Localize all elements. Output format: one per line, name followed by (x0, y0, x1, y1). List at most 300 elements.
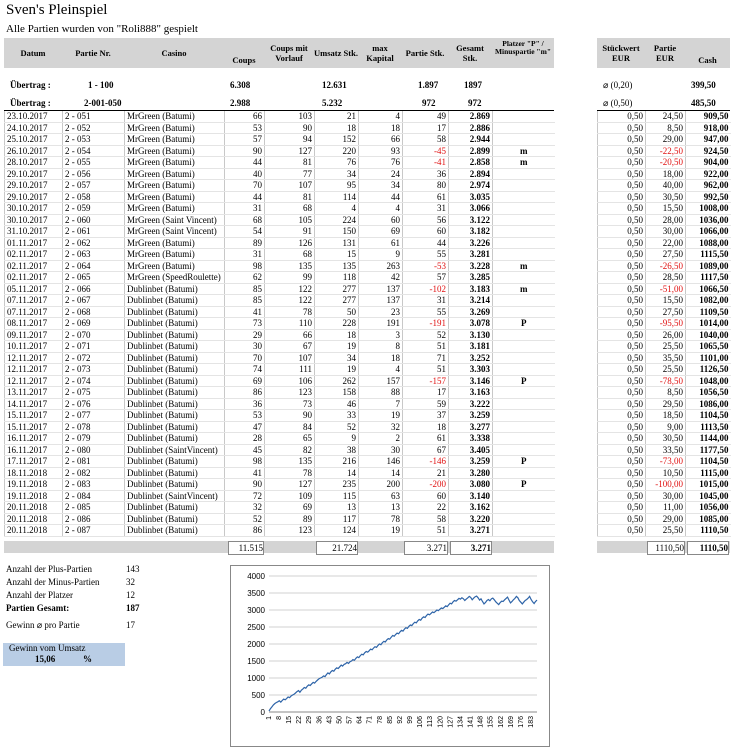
platzer-cell (493, 237, 555, 249)
gesamt-stk-cell: 3.066 (449, 203, 493, 215)
platzer-cell (493, 364, 555, 376)
cash-cell: 992,50 (686, 191, 731, 203)
y-tick-label: 1500 (247, 657, 265, 666)
gesamt-stk-cell: 3.405 (449, 444, 493, 456)
platzer-cell (493, 421, 555, 433)
partie-stk-cell: 22 (403, 502, 449, 514)
coups-vorlauf-cell: 106 (265, 375, 315, 387)
max-kapital-cell: 9 (359, 249, 403, 261)
partie-stk-cell: 36 (403, 168, 449, 180)
date-cell: 09.11.2017 (5, 329, 63, 341)
partie-eur-cell: -26,50 (646, 260, 686, 272)
table-row (5, 341, 555, 353)
partie-stk-cell: -200 (403, 479, 449, 491)
cash-row (598, 479, 731, 491)
x-tick-label: 8 (275, 716, 283, 720)
coups-cell: 90 (225, 479, 265, 491)
partie-stk-cell: 51 (403, 525, 449, 537)
date-cell: 12.11.2017 (5, 375, 63, 387)
chart-svg (231, 566, 549, 746)
umsatz-cell: 13 (315, 502, 359, 514)
partie-nr-cell: 2 - 084 (63, 490, 125, 502)
coups-cell: 32 (225, 502, 265, 514)
y-tick-label: 3000 (247, 606, 265, 615)
casino-cell: MrGreen (Batumi) (125, 168, 225, 180)
umsatz-cell: 95 (315, 180, 359, 192)
partie-nr-cell: 2 - 058 (63, 191, 125, 203)
header-stueckwert: Stückwert EUR (602, 43, 640, 63)
casino-cell: MrGreen (Batumi) (125, 111, 225, 122)
max-kapital-cell: 146 (359, 456, 403, 468)
partie-stk-cell: 80 (403, 180, 449, 192)
stueckwert-cell: 0,50 (598, 318, 646, 330)
header-max-kapital: max Kapital (366, 43, 394, 63)
table-row (5, 295, 555, 307)
cash-row (598, 364, 731, 376)
uebertrag-partie: 972 (422, 98, 436, 108)
max-kapital-cell: 8 (359, 341, 403, 353)
header-cash: Cash (698, 55, 717, 65)
partie-eur-cell: 30,50 (646, 191, 686, 203)
platzer-cell (493, 272, 555, 284)
coups-vorlauf-cell: 122 (265, 295, 315, 307)
gesamt-stk-cell: 3.259 (449, 410, 493, 422)
stat-minus-label: Anzahl der Minus-Partien (6, 577, 100, 587)
date-cell: 28.10.2017 (5, 157, 63, 169)
cash-cell: 924,50 (686, 145, 731, 157)
cash-cell: 1045,00 (686, 490, 731, 502)
max-kapital-cell: 137 (359, 283, 403, 295)
coups-vorlauf-cell: 94 (265, 134, 315, 146)
date-cell: 29.10.2017 (5, 180, 63, 192)
stueckwert-cell: 0,50 (598, 479, 646, 491)
uebertrag-umsatz: 12.631 (322, 80, 347, 90)
coups-vorlauf-cell: 78 (265, 467, 315, 479)
coups-vorlauf-cell: 111 (265, 364, 315, 376)
header-datum: Datum (20, 48, 46, 58)
coups-vorlauf-cell: 127 (265, 479, 315, 491)
cash-row (598, 502, 731, 514)
date-cell: 17.11.2017 (5, 456, 63, 468)
cash-cell: 1144,00 (686, 433, 731, 445)
coups-vorlauf-cell: 122 (265, 283, 315, 295)
partie-stk-cell: 44 (403, 237, 449, 249)
partie-stk-cell: -45 (403, 145, 449, 157)
table-row (5, 375, 555, 387)
coups-cell: 62 (225, 272, 265, 284)
cash-cell: 1086,00 (686, 398, 731, 410)
date-cell: 26.10.2017 (5, 145, 63, 157)
max-kapital-cell: 32 (359, 421, 403, 433)
cash-cell: 1177,50 (686, 444, 731, 456)
max-kapital-cell: 60 (359, 214, 403, 226)
stueckwert-cell: 0,50 (598, 226, 646, 238)
total-cash: 1110,50 (687, 541, 729, 555)
casino-cell: Dublinbet (Batumi) (125, 456, 225, 468)
casino-cell: Dublinbet (Batumi) (125, 502, 225, 514)
cash-row (598, 283, 731, 295)
x-tick-label: 176 (517, 716, 525, 728)
x-tick-label: 64 (356, 716, 364, 724)
table-row (5, 203, 555, 215)
table-row (5, 283, 555, 295)
partie-stk-cell: 58 (403, 513, 449, 525)
partie-eur-cell: 29,00 (646, 134, 686, 146)
stueckwert-cell: 0,50 (598, 490, 646, 502)
platzer-cell: m (493, 157, 555, 169)
coups-vorlauf-cell: 82 (265, 444, 315, 456)
platzer-cell (493, 214, 555, 226)
coups-cell: 72 (225, 490, 265, 502)
partie-nr-cell: 2 - 060 (63, 214, 125, 226)
uebertrag-gesamt: 1897 (464, 80, 482, 90)
stueckwert-cell: 0,50 (598, 364, 646, 376)
x-tick-label: 92 (396, 716, 404, 724)
stueckwert-cell: 0,50 (598, 444, 646, 456)
x-tick-label: 57 (346, 716, 354, 724)
partie-nr-cell: 2 - 074 (63, 375, 125, 387)
y-tick-label: 4000 (247, 572, 265, 581)
umsatz-cell: 15 (315, 249, 359, 261)
cash-row (598, 203, 731, 215)
max-kapital-cell: 200 (359, 479, 403, 491)
cash-cell: 1036,00 (686, 214, 731, 226)
date-cell: 05.11.2017 (5, 283, 63, 295)
gesamt-stk-cell: 3.035 (449, 191, 493, 203)
partie-nr-cell: 2 - 078 (63, 421, 125, 433)
max-kapital-cell: 34 (359, 180, 403, 192)
platzer-cell (493, 467, 555, 479)
uebertrag-stueckwert: ⌀ (0,50) (603, 98, 633, 108)
cash-row (598, 168, 731, 180)
gesamt-stk-cell: 3.259 (449, 456, 493, 468)
coups-vorlauf-cell: 107 (265, 180, 315, 192)
coups-vorlauf-cell: 66 (265, 329, 315, 341)
casino-cell: Dublinbet (Batumi) (125, 513, 225, 525)
cash-row (598, 237, 731, 249)
partie-stk-cell: -41 (403, 157, 449, 169)
coups-cell: 31 (225, 203, 265, 215)
table-row (5, 111, 555, 122)
casino-cell: Dublinbet (SaintVincent) (125, 490, 225, 502)
umsatz-cell: 277 (315, 283, 359, 295)
gewinn-umsatz-label: Gewinn vom Umsatz (9, 643, 86, 653)
coups-cell: 41 (225, 306, 265, 318)
partie-nr-cell: 2 - 062 (63, 237, 125, 249)
cash-row (598, 398, 731, 410)
partie-stk-cell: 57 (403, 272, 449, 284)
partie-nr-cell: 2 - 052 (63, 122, 125, 134)
partie-nr-cell: 2 - 080 (63, 444, 125, 456)
cash-cell: 1056,00 (686, 502, 731, 514)
max-kapital-cell: 63 (359, 490, 403, 502)
max-kapital-cell: 24 (359, 168, 403, 180)
x-tick-label: 43 (326, 716, 334, 724)
date-cell: 12.11.2017 (5, 364, 63, 376)
stat-minus (6, 576, 146, 589)
coups-cell: 70 (225, 180, 265, 192)
partie-stk-cell: 31 (403, 203, 449, 215)
coups-vorlauf-cell: 68 (265, 249, 315, 261)
partie-nr-cell: 2 - 086 (63, 513, 125, 525)
gesamt-stk-cell: 3.214 (449, 295, 493, 307)
casino-cell: MrGreen (Batumi) (125, 145, 225, 157)
platzer-cell (493, 226, 555, 238)
coups-cell: 89 (225, 237, 265, 249)
cash-row (598, 387, 731, 399)
coups-vorlauf-cell: 123 (265, 387, 315, 399)
uebertrag-coups: 6.308 (230, 80, 251, 90)
coups-vorlauf-cell: 109 (265, 490, 315, 502)
cash-row (598, 375, 731, 387)
coups-vorlauf-cell: 90 (265, 410, 315, 422)
coups-cell: 44 (225, 191, 265, 203)
table-row (5, 467, 555, 479)
max-kapital-cell: 4 (359, 111, 403, 122)
coups-cell: 53 (225, 410, 265, 422)
casino-cell: Dublinbet (Batumi) (125, 364, 225, 376)
stat-gewinn (6, 619, 146, 632)
partie-stk-cell: 58 (403, 134, 449, 146)
casino-cell: Dublinbet (SaintVincent) (125, 444, 225, 456)
partie-nr-cell: 2 - 066 (63, 283, 125, 295)
casino-cell: Dublinbet (Batumi) (125, 283, 225, 295)
date-cell: 18.11.2018 (5, 467, 63, 479)
partie-nr-cell: 2 - 077 (63, 410, 125, 422)
stat-gesamt-value: 187 (126, 603, 140, 613)
gesamt-stk-cell: 3.338 (449, 433, 493, 445)
coups-cell: 45 (225, 444, 265, 456)
partie-eur-cell: 8,50 (646, 387, 686, 399)
table-row (5, 122, 555, 134)
coups-vorlauf-cell: 68 (265, 203, 315, 215)
table-row (5, 168, 555, 180)
cash-row (598, 329, 731, 341)
coups-vorlauf-cell: 126 (265, 237, 315, 249)
casino-cell: Dublinbet (Batumi) (125, 410, 225, 422)
table-row (5, 490, 555, 502)
partie-stk-cell: 49 (403, 111, 449, 122)
umsatz-cell: 124 (315, 525, 359, 537)
gesamt-stk-cell: 3.146 (449, 375, 493, 387)
partie-stk-cell: 56 (403, 214, 449, 226)
max-kapital-cell: 4 (359, 364, 403, 376)
casino-cell: Dublinbet (Batumi) (125, 341, 225, 353)
partie-nr-cell: 2 - 061 (63, 226, 125, 238)
platzer-cell (493, 168, 555, 180)
partie-stk-cell: 18 (403, 421, 449, 433)
coups-cell: 53 (225, 122, 265, 134)
gesamt-stk-cell: 2.869 (449, 111, 493, 122)
coups-vorlauf-cell: 127 (265, 145, 315, 157)
cash-row (598, 191, 731, 203)
table-row (5, 387, 555, 399)
partie-nr-cell: 2 - 085 (63, 502, 125, 514)
table-row (5, 318, 555, 330)
max-kapital-cell: 44 (359, 191, 403, 203)
table-row (5, 237, 555, 249)
stat-platzer (6, 589, 146, 602)
stueckwert-cell: 0,50 (598, 456, 646, 468)
umsatz-cell: 216 (315, 456, 359, 468)
date-cell: 24.10.2017 (5, 122, 63, 134)
stueckwert-cell: 0,50 (598, 398, 646, 410)
stueckwert-cell: 0,50 (598, 502, 646, 514)
casino-cell: MrGreen (Batumi) (125, 180, 225, 192)
uebertrag-label: Übertrag : (10, 80, 51, 90)
x-tick-label: 15 (286, 716, 294, 724)
table-row (5, 352, 555, 364)
partie-eur-cell: -78,50 (646, 375, 686, 387)
header-partie-eur: Partie EUR (653, 43, 677, 63)
casino-cell: Dublinbet (Batumi) (125, 295, 225, 307)
page-subtitle: Alle Partien wurden von "Roli888" gespielt (6, 23, 198, 35)
x-tick-label: 134 (457, 716, 465, 728)
table-row (5, 479, 555, 491)
partie-eur-cell: -100,00 (646, 479, 686, 491)
gesamt-stk-cell: 3.181 (449, 341, 493, 353)
coups-cell: 29 (225, 329, 265, 341)
partie-stk-cell: -157 (403, 375, 449, 387)
casino-cell: Dublinbet (Batumi) (125, 467, 225, 479)
table-row (5, 513, 555, 525)
casino-cell: Dublinbet (Batumi) (125, 375, 225, 387)
cash-cell: 1104,50 (686, 410, 731, 422)
partie-nr-cell: 2 - 071 (63, 341, 125, 353)
casino-cell: Dublinbet (Batumi) (125, 306, 225, 318)
platzer-cell (493, 249, 555, 261)
date-cell: 02.11.2017 (5, 272, 63, 284)
stueckwert-cell: 0,50 (598, 329, 646, 341)
umsatz-cell: 34 (315, 352, 359, 364)
max-kapital-cell: 42 (359, 272, 403, 284)
cash-row (598, 260, 731, 272)
cash-row (598, 410, 731, 422)
partie-stk-cell: 67 (403, 444, 449, 456)
coups-cell: 36 (225, 398, 265, 410)
gesamt-stk-cell: 3.303 (449, 364, 493, 376)
platzer-cell (493, 444, 555, 456)
stueckwert-cell: 0,50 (598, 375, 646, 387)
umsatz-cell: 34 (315, 168, 359, 180)
uebertrag-range: 2-001-050 (84, 98, 122, 108)
partie-eur-cell: 15,50 (646, 203, 686, 215)
stueckwert-cell: 0,50 (598, 387, 646, 399)
partie-eur-cell: 27,50 (646, 306, 686, 318)
cash-row (598, 226, 731, 238)
gesamt-stk-cell: 2.894 (449, 168, 493, 180)
max-kapital-cell: 88 (359, 387, 403, 399)
umsatz-cell: 18 (315, 122, 359, 134)
casino-cell: MrGreen (Batumi) (125, 249, 225, 261)
max-kapital-cell: 7 (359, 398, 403, 410)
partie-eur-cell: 29,50 (646, 398, 686, 410)
partie-eur-cell: 18,50 (646, 410, 686, 422)
partie-eur-cell: -20,50 (646, 157, 686, 169)
stueckwert-cell: 0,50 (598, 283, 646, 295)
coups-vorlauf-cell: 81 (265, 191, 315, 203)
table-row (5, 191, 555, 203)
casino-cell: Dublinbet (Batumi) (125, 433, 225, 445)
stueckwert-cell: 0,50 (598, 306, 646, 318)
x-tick-label: 85 (386, 716, 394, 724)
partie-stk-cell: 51 (403, 341, 449, 353)
platzer-cell (493, 398, 555, 410)
umsatz-cell: 14 (315, 467, 359, 479)
table-row (5, 433, 555, 445)
coups-vorlauf-cell: 135 (265, 456, 315, 468)
coups-cell: 54 (225, 226, 265, 238)
casino-cell: MrGreen (Batumi) (125, 122, 225, 134)
stueckwert-cell: 0,50 (598, 214, 646, 226)
umsatz-cell: 114 (315, 191, 359, 203)
gesamt-stk-cell: 3.280 (449, 467, 493, 479)
partie-eur-cell: 26,00 (646, 329, 686, 341)
gesamt-stk-cell: 3.222 (449, 398, 493, 410)
cash-row (598, 444, 731, 456)
stat-gewinn-label: Gewinn ⌀ pro Partie (6, 620, 80, 630)
max-kapital-cell: 2 (359, 433, 403, 445)
stueckwert-cell: 0,50 (598, 525, 646, 537)
platzer-cell: P (493, 456, 555, 468)
table-row (5, 145, 555, 157)
partie-nr-cell: 2 - 079 (63, 433, 125, 445)
cash-cell: 1085,00 (686, 513, 731, 525)
casino-cell: MrGreen (Batumi) (125, 191, 225, 203)
gesamt-stk-cell: 2.886 (449, 122, 493, 134)
cash-row (598, 513, 731, 525)
partie-stk-cell: 61 (403, 191, 449, 203)
umsatz-cell: 9 (315, 433, 359, 445)
partie-eur-cell: 24,50 (646, 111, 686, 122)
coups-cell: 69 (225, 375, 265, 387)
coups-vorlauf-cell: 89 (265, 513, 315, 525)
max-kapital-cell: 13 (359, 502, 403, 514)
table-row (5, 180, 555, 192)
table-row (5, 134, 555, 146)
cash-cell: 1109,50 (686, 306, 731, 318)
stueckwert-cell: 0,50 (598, 352, 646, 364)
date-cell: 29.10.2017 (5, 191, 63, 203)
x-tick-label: 29 (306, 716, 314, 724)
partie-nr-cell: 2 - 069 (63, 318, 125, 330)
gesamt-stk-cell: 3.271 (449, 525, 493, 537)
page-title: Sven's Pleinspiel (6, 2, 108, 18)
date-cell: 08.11.2017 (5, 318, 63, 330)
cash-cell: 1117,50 (686, 272, 731, 284)
partie-eur-cell: -95,50 (646, 318, 686, 330)
total-partie: 3.271 (404, 541, 448, 555)
gesamt-stk-cell: 3.182 (449, 226, 493, 238)
stat-platzer-label: Anzahl der Platzer (6, 590, 73, 600)
table-row (5, 260, 555, 272)
date-cell: 07.11.2017 (5, 306, 63, 318)
cash-cell: 1015,00 (686, 479, 731, 491)
stueckwert-cell: 0,50 (598, 421, 646, 433)
partie-eur-cell: 28,00 (646, 214, 686, 226)
partie-nr-cell: 2 - 053 (63, 134, 125, 146)
partie-stk-cell: -102 (403, 283, 449, 295)
gesamt-stk-cell: 3.285 (449, 272, 493, 284)
cash-cell: 962,00 (686, 180, 731, 192)
cash-row (598, 318, 731, 330)
platzer-cell (493, 191, 555, 203)
partie-eur-cell: -22,50 (646, 145, 686, 157)
stueckwert-cell: 0,50 (598, 157, 646, 169)
max-kapital-cell: 263 (359, 260, 403, 272)
partie-eur-cell: 11,00 (646, 502, 686, 514)
coups-cell: 40 (225, 168, 265, 180)
